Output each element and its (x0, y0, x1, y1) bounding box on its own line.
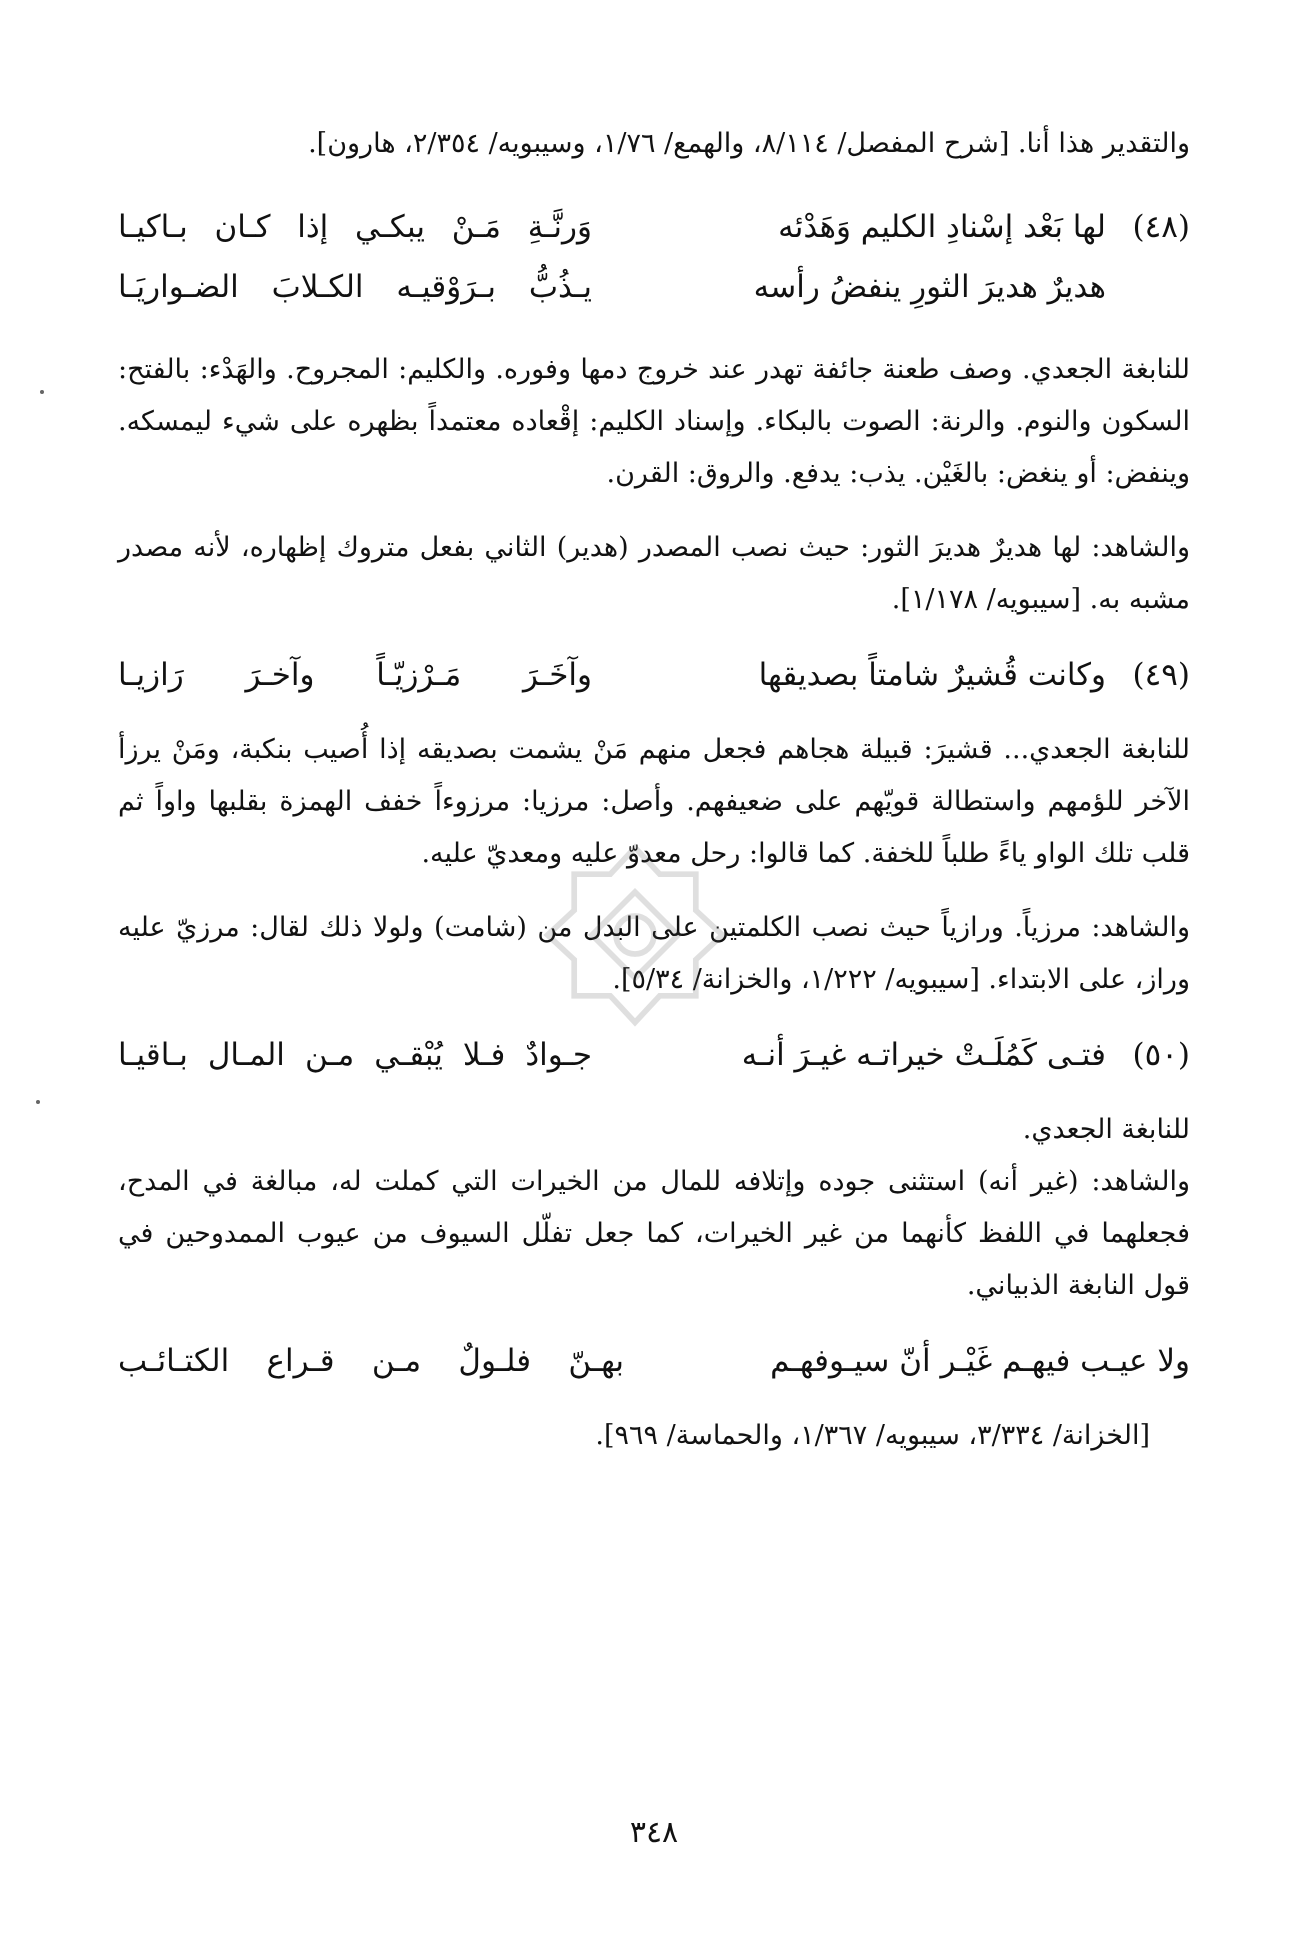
shahid-paragraph: والشاهد: مرزياً. ورازياً حيث نصب الكلمتين على البدل من (شامت) ولولا ذلك لقال: مرزيّ عليه وراز، على الابتداء. [سيبويه/ ١/٢٢٢، والخزانة/ ٥/٣٤]. (118, 912, 1190, 995)
verse-line (118, 1334, 1190, 1388)
verse-first-hemistich: وكانت قُشيرٌ شامتاً بصديقها (758, 657, 1106, 693)
attribution-line: للنابغة الجعدي. (1022, 1114, 1190, 1145)
verse-nabigha (118, 1334, 1190, 1388)
verse-second-hemistich: جـوادٌ فـلا يُبْقـي مـن المـال بـاقيـا (118, 1037, 592, 1073)
verse-first-hemistich: ولا عيـب فيهـم غَيْـر أنّ سيـوفهـم (770, 1343, 1190, 1379)
library-seal-icon (540, 840, 730, 1030)
verse-first-hemistich: لها بَعْد إسْنادِ الكليم وَهَدْئه (778, 209, 1106, 245)
commentary-paragraph: للنابغة الجعدي. وصف طعنة جائفة تهدر عند خروج دمها وفوره. والكليم: المجروح. والهَدْء: بالفتح: السكون والنوم. والرنة: الصوت بالبكاء. وإسناد الكليم: إقْعاده معتمداً بظهره على شيء ليمسكه. وينفض: أو ينغض: بالغَيْن. يذب: يدفع. والروق: القرن. (118, 354, 1190, 489)
commentary-paragraph: للنابغة الجعدي... قشيرَ: قبيلة هجاهم فجعل منهم مَنْ يشمت بصديقه إذا أُصيب بنكبة، ومَنْ يرزأ الآخر للؤمهم واستطالة قويّهم على ضعيفهم. وأصل: مرزيا: مرزوءاً خفف الهمزة بقلبها واواً ثم قلب تلك الواو ياءً طلباً للخفة. كما قالوا: رحل معدوّ عليه ومعديّ عليه. (118, 734, 1190, 869)
scan-speck (40, 390, 44, 394)
verse-second-hemistich: وَرنَّـةِ مَـنْ يبكـي إذا كـان بـاكيـا (118, 209, 592, 245)
verse-line (118, 1028, 1190, 1082)
verse-line (118, 648, 1190, 702)
citation-line: [الخزانة/ ٣/٣٣٤، سيبويه/ ١/٣٦٧، والحماسة/ ٩٦٩]. (595, 1420, 1150, 1451)
page-number: ٣٤٨ (629, 1815, 679, 1850)
verse-50 (118, 1028, 1190, 1082)
verse-first-hemistich: هديرٌ هديرَ الثورِ ينفضُ رأسه (753, 269, 1106, 305)
verse-line (118, 260, 1190, 314)
paragraph-continuation: والتقدير هذا أنا. [شرح المفصل/ ٨/١١٤، والهمع/ ١/٧٦، وسيبويه/ ٢/٣٥٤، هارون]. (308, 128, 1190, 159)
shahid-paragraph: والشاهد: (غير أنه) استثنى جوده وإتلافه للمال من الخيرات التي كملت له، مبالغة في المدح، فجعلهما في اللفظ كأنهما من غير الخيرات، كما جعل تفلّل السيوف من عيوب الممدوحين في قول النابغة الذبياني. (118, 1166, 1190, 1301)
verse-second-hemistich: بهـنّ فلـولٌ مـن قـراع الكتـائـب (118, 1343, 624, 1379)
scan-speck (36, 1100, 40, 1104)
verse-second-hemistich: وآخَـرَ مَـرْزيّـاً وآخـرَ رَازيـا (118, 657, 592, 693)
verse-48 (118, 200, 1190, 314)
verse-number: (٤٩) (1132, 657, 1190, 693)
verse-first-hemistich: فتـى كَمُلَـتْ خيراتـه غيـرَ أنـه (741, 1037, 1106, 1073)
verse-number: (٤٨) (1132, 209, 1190, 245)
verse-number: (٥٠) (1132, 1037, 1190, 1073)
shahid-paragraph: والشاهد: لها هديرٌ هديرَ الثور: حيث نصب المصدر (هدير) الثاني بفعل متروك إظهاره، لأنه مصدر مشبه به. [سيبويه/ ١/١٧٨]. (118, 532, 1190, 615)
verse-second-hemistich: يـذُبُّ بـرَوْقيـه الكـلابَ الضـواريَـا (118, 269, 592, 305)
verse-49 (118, 648, 1190, 702)
verse-line (118, 200, 1190, 254)
